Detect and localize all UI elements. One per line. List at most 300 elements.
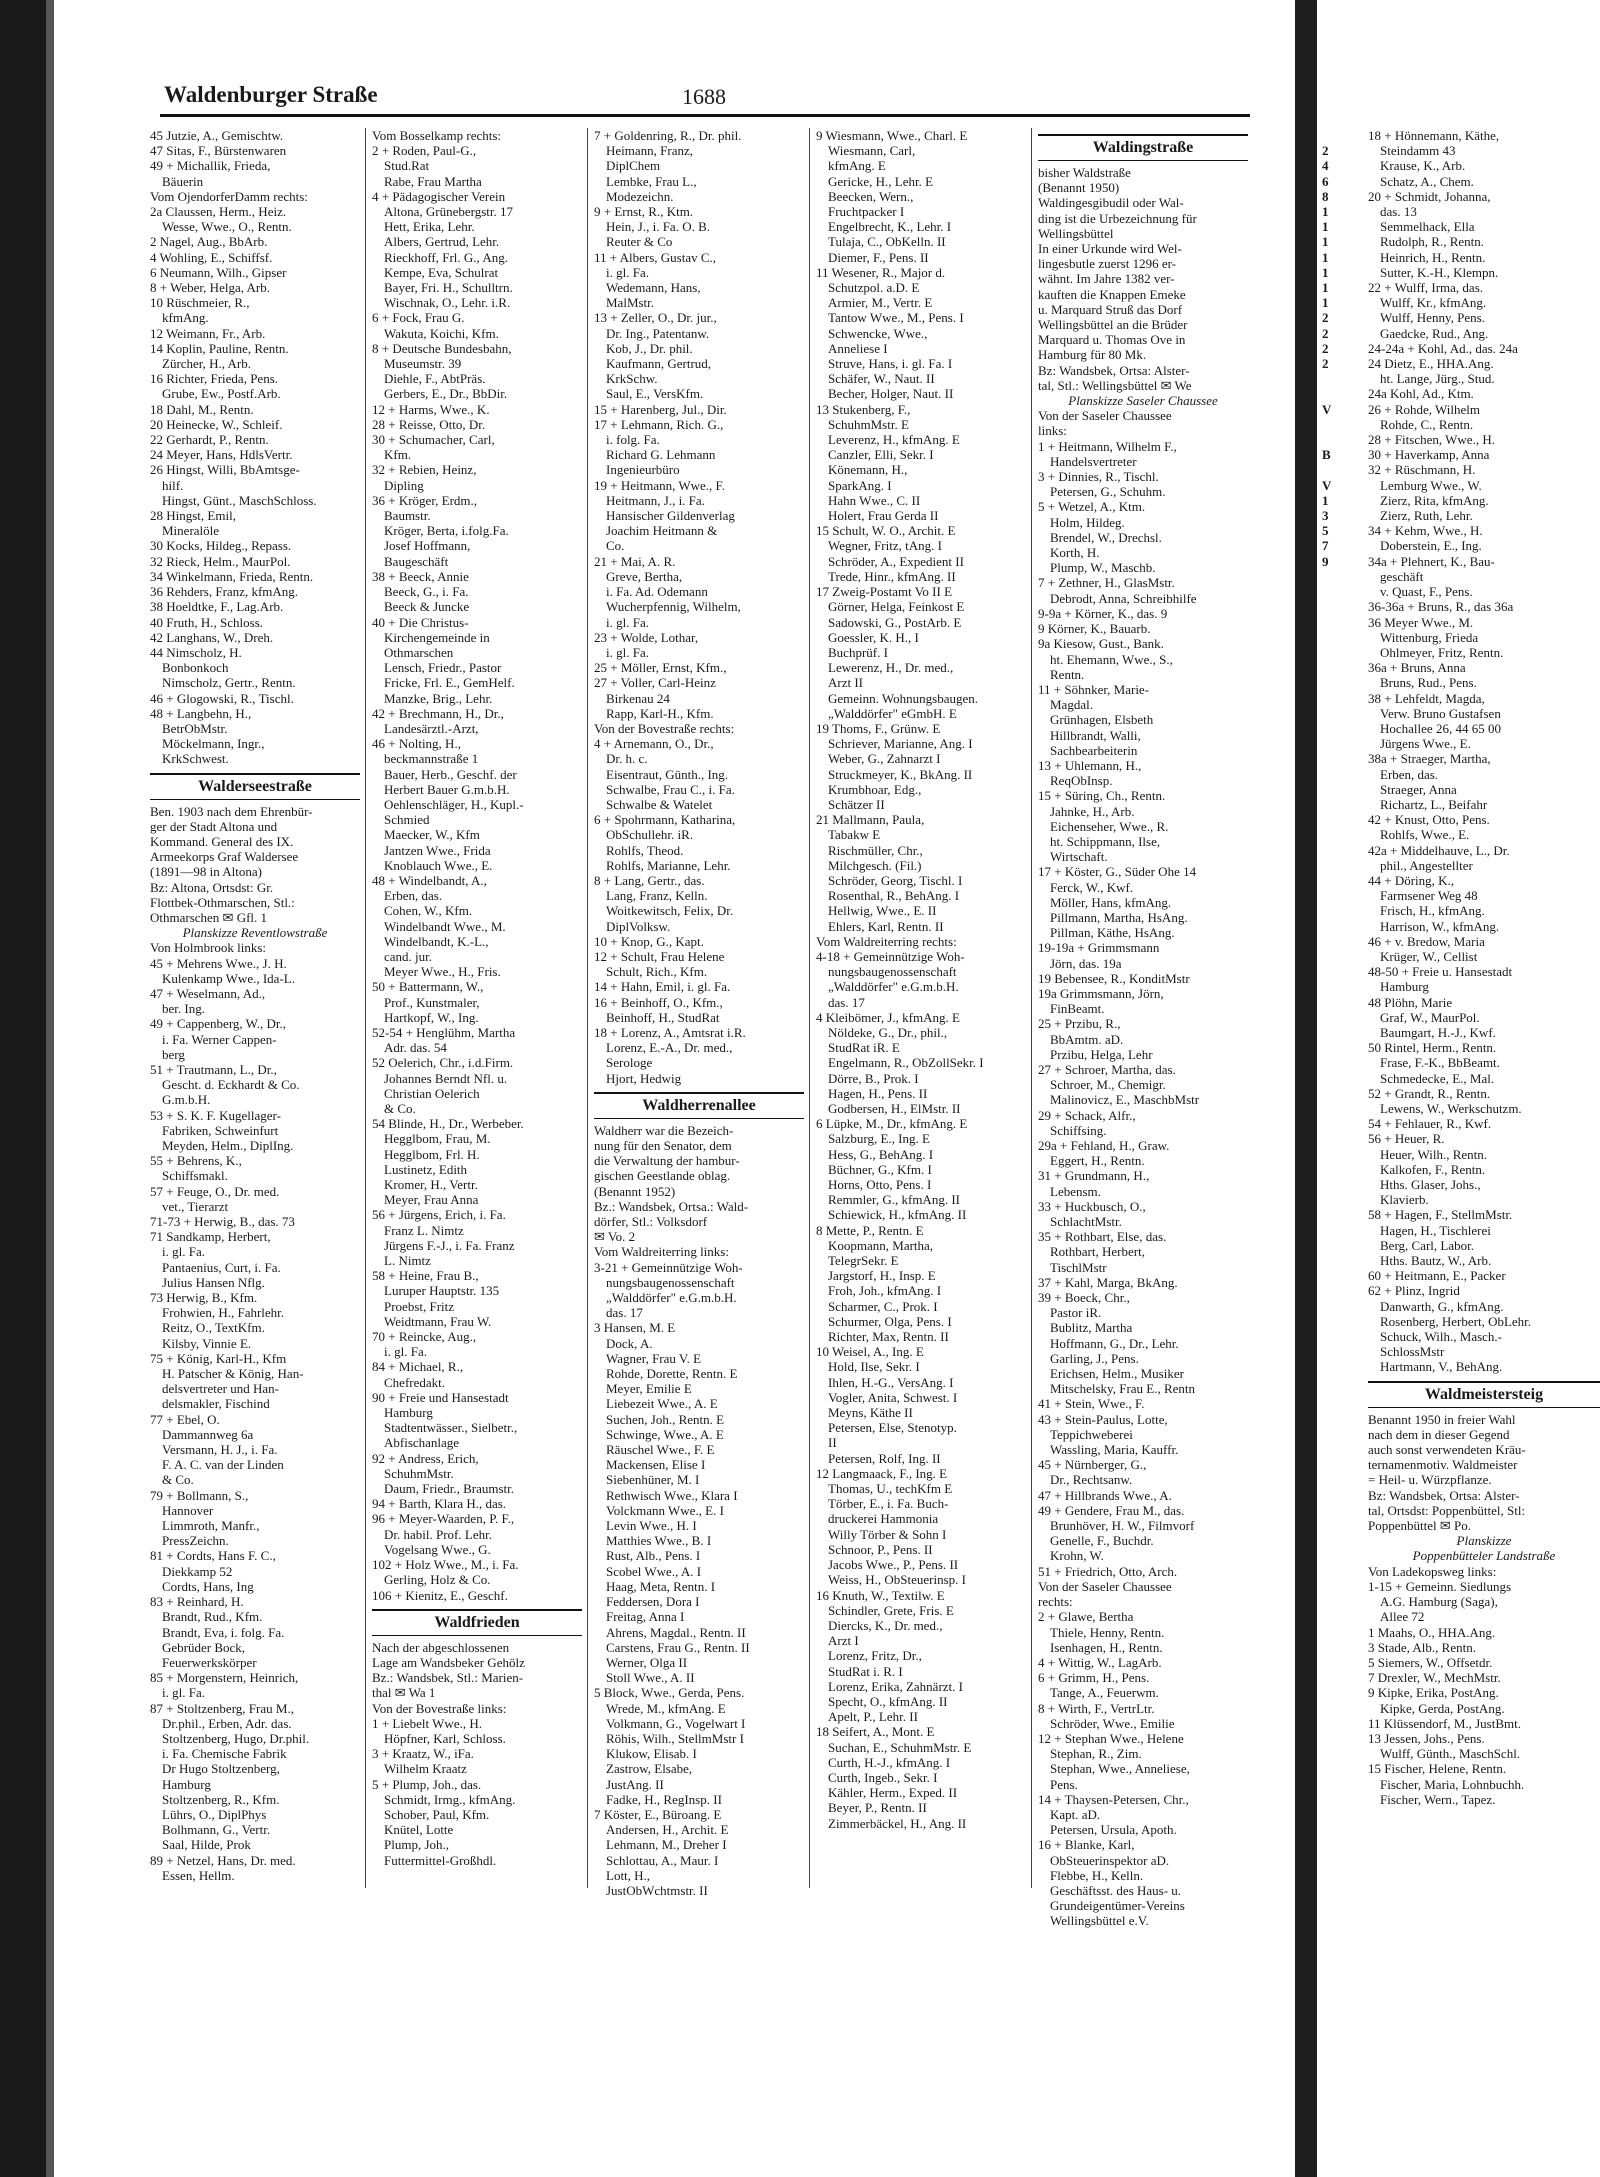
- resident-entry: Abfischanlage: [384, 1435, 460, 1451]
- cut-edge-char: [1322, 128, 1362, 143]
- house-entry: 7 Drexler, W., MechMstr.: [1368, 1670, 1501, 1686]
- book-gutter: [1295, 0, 1317, 2177]
- house-entry: 71-73 + Herwig, B., das. 73: [150, 1214, 295, 1230]
- resident-entry: ber. Ing.: [162, 1001, 205, 1017]
- resident-entry: Verw. Bruno Gustafsen: [1380, 705, 1501, 721]
- resident-entry: Gebrüder Bock,: [162, 1639, 246, 1655]
- house-entry: 51 + Trautmann, L., Dr.,: [150, 1061, 277, 1077]
- section-line: Wellingsbüttel: [1038, 225, 1114, 241]
- resident-entry: Semmelhack, Ella: [1380, 219, 1475, 235]
- house-entry: 21 Mallmann, Paula,: [816, 812, 925, 828]
- resident-entry: Limmroth, Manfr.,: [162, 1518, 260, 1534]
- resident-entry: ht. Ehemann, Wwe., S.,: [1050, 651, 1173, 667]
- house-entry: 2 Nagel, Aug., BbArb.: [150, 234, 268, 250]
- resident-entry: Volckmann Wwe., E. I: [606, 1502, 724, 1518]
- house-entry: 12 + Schult, Frau Helene: [594, 948, 725, 964]
- house-entry: 48 + Langbehn, H.,: [150, 705, 252, 721]
- resident-entry: i. gl. Fa.: [606, 264, 649, 280]
- resident-entry: Schwinge, Wwe., A. E: [606, 1426, 724, 1442]
- resident-entry: StudRat i. R. I: [828, 1663, 903, 1679]
- house-entry: 13 Stukenberg, F.,: [816, 401, 911, 417]
- resident-entry: Pastor iR.: [1050, 1305, 1102, 1321]
- resident-entry: Dr Hugo Stoltzenberg,: [162, 1761, 280, 1777]
- house-entry: 11 + Albers, Gustav C.,: [594, 249, 717, 265]
- resident-entry: Struve, Hans, i. gl. Fa. I: [828, 356, 953, 372]
- resident-entry: Thiele, Henny, Rentn.: [1050, 1624, 1165, 1640]
- house-entry: 106 + Kienitz, E., Geschf.: [372, 1587, 508, 1603]
- resident-entry: Beyer, P., Rentn. II: [828, 1800, 927, 1816]
- resident-entry: Rosenthal, R., BehAng. I: [828, 888, 960, 904]
- cut-edge-char: 1: [1322, 280, 1329, 296]
- resident-entry: Rohlfs, Wwe., E.: [1380, 827, 1470, 843]
- resident-entry: Wittenburg, Frieda: [1380, 629, 1479, 645]
- cut-edge-char: [1322, 417, 1362, 432]
- section-line: (Benannt 1952): [594, 1183, 676, 1199]
- resident-entry: SchlachtMstr.: [1050, 1214, 1122, 1230]
- resident-entry: Hold, Ilse, Sekr. I: [828, 1359, 920, 1375]
- resident-entry: Rethwisch Wwe., Klara I: [606, 1487, 738, 1503]
- house-entry: 47 + Weselmann, Ad.,: [150, 985, 266, 1001]
- cut-edge-char: B: [1322, 447, 1331, 463]
- resident-entry: Fadke, H., RegInsp. II: [606, 1791, 722, 1807]
- cut-edge-char: 1: [1322, 219, 1329, 235]
- resident-entry: Schatz, A., Chem.: [1380, 173, 1474, 189]
- resident-entry: Schäfer, W., Naut. II: [828, 371, 935, 387]
- house-entry: 42 Langhans, W., Dreh.: [150, 629, 274, 645]
- house-entry: 6 + Grimm, H., Pens.: [1038, 1670, 1150, 1686]
- street-heading: Waldfrieden: [372, 1609, 582, 1636]
- resident-entry: kfmAng. E: [828, 158, 886, 174]
- resident-entry: Lembke, Frau L.,: [606, 173, 697, 189]
- facing-page: [1322, 70, 1600, 1880]
- house-entry: 40 Fruth, H., Schloss.: [150, 614, 264, 630]
- resident-entry: Apelt, P., Lehr. II: [828, 1709, 918, 1725]
- resident-entry: Schmedecke, E., Mal.: [1380, 1070, 1495, 1086]
- house-entry: 2 + Glawe, Bertha: [1038, 1609, 1134, 1625]
- house-entry: 52 + Grandt, R., Rentn.: [1368, 1085, 1491, 1101]
- house-entry: 22 Gerhardt, P., Rentn.: [150, 432, 269, 448]
- house-entry: 10 Weisel, A., Ing. E: [816, 1344, 924, 1360]
- resident-entry: Lewerenz, H., Dr. med.,: [828, 660, 954, 676]
- cut-edge-char: 2: [1322, 356, 1329, 372]
- resident-entry: Modezeichn.: [606, 188, 674, 204]
- house-entry: 45 Jutzie, A., Gemischtw.: [150, 128, 284, 143]
- resident-entry: Dr. Ing., Patentanw.: [606, 325, 710, 341]
- house-entry: 28 + Fitschen, Wwe., H.: [1368, 432, 1495, 448]
- resident-entry: SparkAng. I: [828, 477, 892, 493]
- house-entry: 8 + Lang, Gertr., das.: [594, 872, 705, 888]
- section-line: Nach der abgeschlossenen: [372, 1639, 510, 1655]
- house-entry: 2a Claussen, Herm., Heiz.: [150, 204, 287, 220]
- resident-entry: Heimann, Franz,: [606, 143, 694, 159]
- resident-entry: Wiesmann, Carl,: [828, 143, 916, 159]
- resident-entry: i. Fa. Werner Cappen-: [162, 1031, 277, 1047]
- resident-entry: Herbert Bauer G.m.b.H.: [384, 781, 510, 797]
- resident-entry: Engelbrecht, K., Lehr. I: [828, 219, 952, 235]
- house-entry: 7 + Goldenring, R., Dr. phil.: [594, 128, 742, 143]
- resident-entry: Gemeinn. Wohnungsbaugen.: [828, 690, 978, 706]
- header-rule: [160, 114, 1250, 117]
- resident-entry: Dr. h. c.: [606, 751, 648, 767]
- section-line: Wellingsbüttel an die Brüder: [1038, 317, 1188, 333]
- resident-entry: Kähler, Herm., Exped. II: [828, 1785, 958, 1801]
- house-entry: 15 Schult, W. O., Archit. E: [816, 523, 956, 539]
- resident-entry: Dr. habil. Prof. Lehr.: [384, 1526, 492, 1542]
- house-entry: 1 + Liebelt Wwe., H.: [372, 1715, 482, 1731]
- resident-entry: Kipke, Gerda, PostAng.: [1380, 1700, 1505, 1716]
- section-line: thal ✉ Wa 1: [372, 1685, 436, 1701]
- resident-entry: Mineralöle: [162, 523, 220, 539]
- resident-entry: Chefredakt.: [384, 1374, 446, 1390]
- house-entry: 1 Maahs, O., HHA.Ang.: [1368, 1624, 1496, 1640]
- resident-entry: Holm, Hildeg.: [1050, 514, 1125, 530]
- house-entry: 41 + Stein, Wwe., F.: [1038, 1396, 1145, 1412]
- column-2: [372, 128, 582, 1888]
- resident-entry: StudRat iR. E: [828, 1040, 900, 1056]
- resident-entry: Hagen, H., Tischlerei: [1380, 1222, 1491, 1238]
- resident-entry: Trede, Hinr., kfmAng. II: [828, 568, 956, 584]
- cut-edge-char: 9: [1322, 553, 1329, 569]
- cut-edge-char: 1: [1322, 204, 1329, 220]
- section-line: die Verwaltung der hambur-: [594, 1153, 740, 1169]
- resident-entry: Törber, E., i. Fa. Buch-: [828, 1496, 949, 1512]
- resident-entry: Pillmann, Martha, HsAng.: [1050, 909, 1188, 925]
- cut-edge-char: [1322, 371, 1362, 386]
- resident-entry: Lorenz, E.-A., Dr. med.,: [606, 1040, 733, 1056]
- house-entry: 85 + Morgenstern, Heinrich,: [150, 1670, 299, 1686]
- resident-entry: Serologe: [606, 1055, 653, 1071]
- resident-entry: Hellwig, Wwe., E. II: [828, 903, 937, 919]
- resident-entry: Bruns, Rud., Pens.: [1380, 675, 1477, 691]
- resident-entry: Froh, Joh., kfmAng. I: [828, 1283, 942, 1299]
- resident-entry: Stoltzenberg, R., Kfm.: [162, 1791, 280, 1807]
- resident-entry: Jacobs Wwe., P., Pens. II: [828, 1557, 959, 1573]
- column-divider: [587, 128, 588, 1888]
- house-entry: 54 + Fehlauer, R., Kwf.: [1368, 1116, 1492, 1132]
- house-entry: 16 Knuth, W., Textilw. E: [816, 1587, 945, 1603]
- resident-entry: Mitschelsky, Frau E., Rentn: [1050, 1381, 1196, 1397]
- section-line: Von der Bovestraße rechts:: [594, 720, 735, 736]
- house-entry: 5 + Plump, Joh., das.: [372, 1776, 482, 1792]
- resident-entry: Rohde, Dorette, Rentn. E: [606, 1366, 738, 1382]
- resident-entry: Carstens, Frau G., Rentn. II: [606, 1639, 750, 1655]
- house-entry: 60 + Heitmann, E., Packer: [1368, 1268, 1506, 1284]
- resident-entry: Wagner, Frau V. E: [606, 1350, 702, 1366]
- resident-entry: Stephan, Wwe., Anneliese,: [1050, 1761, 1190, 1777]
- section-line: Bz.: Wandsbek, Stl.: Marien-: [372, 1670, 524, 1686]
- house-entry: 44 + Döring, K.,: [1368, 872, 1455, 888]
- house-entry: 8 + Weber, Helga, Arb.: [150, 280, 270, 296]
- resident-entry: i. gl. Fa.: [384, 1344, 427, 1360]
- resident-entry: Plump, W., Maschb.: [1050, 560, 1156, 576]
- house-entry: 12 + Stephan Wwe., Helene: [1038, 1730, 1184, 1746]
- resident-entry: Proebst, Fritz: [384, 1298, 455, 1314]
- resident-entry: Gerbers, E., Dr., BbDir.: [384, 386, 508, 402]
- house-entry: 3 Hansen, M. E: [594, 1320, 676, 1336]
- resident-entry: JustAng. II: [606, 1776, 664, 1792]
- resident-entry: SchuhmMstr.: [384, 1465, 454, 1481]
- house-entry: 30 + Schumacher, Carl,: [372, 432, 495, 448]
- resident-entry: Liebezeit Wwe., A. E: [606, 1396, 718, 1412]
- house-entry: 62 + Plinz, Ingrid: [1368, 1283, 1460, 1299]
- resident-entry: Dipling: [384, 477, 424, 493]
- resident-entry: Schriever, Marianne, Ang. I: [828, 736, 973, 752]
- house-entry: 18 Seifert, A., Mont. E: [816, 1724, 935, 1740]
- resident-entry: Scharmer, C., Prok. I: [828, 1298, 938, 1314]
- resident-entry: kfmAng.: [162, 310, 209, 326]
- house-entry: 56 + Jürgens, Erich, i. Fa.: [372, 1207, 506, 1223]
- resident-entry: Rabe, Frau Martha: [384, 173, 482, 189]
- house-entry: 49 + Cappenberg, W., Dr.,: [150, 1016, 286, 1032]
- resident-entry: II: [828, 1435, 837, 1451]
- resident-entry: Landesärztl.-Arzt,: [384, 720, 479, 736]
- resident-entry: Isenhagen, H., Rentn.: [1050, 1639, 1163, 1655]
- resident-entry: vet., Tierarzt: [162, 1198, 229, 1214]
- resident-entry: Christian Oelerich: [384, 1085, 480, 1101]
- section-line: ✉ Vo. 2: [594, 1229, 636, 1245]
- resident-entry: Anneliese I: [828, 340, 888, 356]
- house-entry: 21 + Mai, A. R.: [594, 553, 676, 569]
- resident-entry: Curth, H.-J., kfmAng. I: [828, 1754, 951, 1770]
- house-entry: 1-15 + Gemeinn. Siedlungs: [1368, 1578, 1512, 1594]
- house-entry: 84 + Michael, R.,: [372, 1359, 464, 1375]
- resident-entry: Wassling, Maria, Kauffr.: [1050, 1442, 1179, 1458]
- resident-entry: Dr., Rechtsanw.: [1050, 1472, 1133, 1488]
- resident-entry: Brandt, Rud., Kfm.: [162, 1609, 263, 1625]
- resident-entry: Hagen, H., Pens. II: [828, 1085, 928, 1101]
- resident-entry: Arzt II: [828, 675, 864, 691]
- house-entry: 32 Rieck, Helm., MaurPol.: [150, 553, 291, 569]
- resident-entry: Knütel, Lotte: [384, 1822, 454, 1838]
- house-entry: 28 Hingst, Emil,: [150, 508, 236, 524]
- resident-entry: Baugeschäft: [384, 553, 449, 569]
- section-line: Armeekorps Graf Waldersee: [150, 849, 299, 865]
- section-line: u. Marquard Struß das Dorf: [1038, 301, 1183, 317]
- resident-entry: MalMstr.: [606, 295, 655, 311]
- cut-edge-char: 8: [1322, 188, 1329, 204]
- resident-entry: Manzke, Brig., Lehr.: [384, 690, 493, 706]
- resident-entry: Heitmann, J., i. Fa.: [606, 492, 705, 508]
- resident-entry: Hjort, Hedwig: [606, 1070, 682, 1086]
- resident-entry: Petersen, Rolf, Ing. II: [828, 1450, 941, 1466]
- cut-edge-char: 7: [1322, 538, 1329, 554]
- resident-entry: Brendel, W., Drechsl.: [1050, 529, 1162, 545]
- house-entry: 19-19a + Grimmsmann: [1038, 940, 1160, 956]
- resident-entry: phil., Angestellter: [1380, 857, 1473, 873]
- resident-entry: Andersen, H., Archit. E: [606, 1822, 729, 1838]
- house-entry: 32 + Rüschmann, H.: [1368, 462, 1476, 478]
- resident-entry: Meyer Wwe., H., Fris.: [384, 964, 501, 980]
- house-entry: 13 + Zeller, O., Dr. jur.,: [594, 310, 717, 326]
- resident-entry: Krohn, W.: [1050, 1548, 1104, 1564]
- column-divider: [809, 128, 810, 1888]
- resident-entry: Bolhmann, G., Vertr.: [162, 1822, 271, 1838]
- house-entry: 45 + Nürnberger, G.,: [1038, 1457, 1147, 1473]
- resident-entry: Stoll Wwe., A. II: [606, 1670, 695, 1686]
- section-line: nach dem in dieser Gegend: [1368, 1426, 1510, 1442]
- resident-entry: Hannover: [162, 1502, 214, 1518]
- resident-entry: Schätzer II: [828, 796, 885, 812]
- resident-entry: Hamburg: [384, 1405, 433, 1421]
- section-line: Benannt 1950 in freier Wahl: [1368, 1411, 1516, 1427]
- cut-edge-char: [1322, 386, 1362, 401]
- resident-entry: Koopmann, Martha,: [828, 1237, 934, 1253]
- house-entry: 57 + Feuge, O., Dr. med.: [150, 1183, 280, 1199]
- house-entry: 5 Siemers, W., Offsetdr.: [1368, 1654, 1493, 1670]
- resident-entry: Berg, Carl, Labor.: [1380, 1237, 1474, 1253]
- resident-entry: TelegrSekr. E: [828, 1253, 899, 1269]
- facing-page-column: [1368, 128, 1600, 1807]
- resident-entry: Leverenz, H., kfmAng. E: [828, 432, 960, 448]
- resident-entry: Rohlfs, Theod.: [606, 842, 684, 858]
- resident-entry: Hahn Wwe., C. II: [828, 492, 921, 508]
- resident-entry: Zierz, Ruth, Lehr.: [1380, 508, 1473, 524]
- resident-entry: i. gl. Fa.: [606, 644, 649, 660]
- house-entry: 42 + Brechmann, H., Dr.,: [372, 705, 504, 721]
- section-line: Marquard u. Thomas Ove in: [1038, 332, 1186, 348]
- house-entry: 24a Kohl, Ad., Ktm.: [1368, 386, 1474, 402]
- resident-entry: Lustinetz, Edith: [384, 1161, 468, 1177]
- resident-entry: i. gl. Fa.: [606, 614, 649, 630]
- house-entry: 22 + Wulff, Irma, das.: [1368, 280, 1484, 296]
- section-line: Ben. 1903 nach dem Ehrenbür-: [150, 803, 313, 819]
- house-entry: 38 + Beeck, Annie: [372, 568, 469, 584]
- house-entry: 49 + Michallik, Frieda,: [150, 158, 271, 174]
- resident-entry: FinBeamt.: [1050, 1001, 1105, 1017]
- house-entry: 71 Sandkamp, Herbert,: [150, 1229, 271, 1245]
- house-entry: 96 + Meyer-Waarden, P. F.,: [372, 1511, 515, 1527]
- house-entry: 11 Wesener, R., Major d.: [816, 264, 946, 280]
- house-entry: 2 + Roden, Paul-G.,: [372, 143, 477, 159]
- resident-entry: Wesse, Wwe., O., Rentn.: [162, 219, 292, 235]
- resident-entry: SchlossMstr: [1380, 1344, 1445, 1360]
- resident-entry: Wegner, Fritz, tAng. I: [828, 538, 942, 554]
- house-entry: 3 Stade, Alb., Rentn.: [1368, 1639, 1476, 1655]
- resident-entry: Schroer, M., Chemigr.: [1050, 1077, 1166, 1093]
- resident-entry: H. Patscher & König, Han-: [162, 1366, 304, 1382]
- house-entry: 10 + Knop, G., Kapt.: [594, 933, 704, 949]
- resident-entry: v. Quast, F., Pens.: [1380, 584, 1473, 600]
- resident-entry: Thomas, U., techKfm E: [828, 1481, 953, 1497]
- resident-entry: Grube, Ew., Postf.Arb.: [162, 386, 281, 402]
- resident-entry: nungsbaugenossenschaft: [828, 964, 957, 980]
- resident-entry: Könemann, H.,: [828, 462, 908, 478]
- house-entry: 19 + Heitmann, Wwe., F.: [594, 477, 725, 493]
- resident-entry: Kfm.: [384, 447, 412, 463]
- house-entry: 33 + Huckbusch, O.,: [1038, 1198, 1146, 1214]
- house-entry: 20 + Schmidt, Johanna,: [1368, 188, 1491, 204]
- house-entry: 47 + Hillbrands Wwe., A.: [1038, 1487, 1172, 1503]
- resident-entry: Allee 72: [1380, 1609, 1425, 1625]
- resident-entry: Stoltzenberg, Hugo, Dr.phil.: [162, 1730, 310, 1746]
- resident-entry: Krüger, W., Cellist: [1380, 948, 1478, 964]
- resident-entry: Teppichweberei: [1050, 1426, 1133, 1442]
- resident-entry: Weiss, H., ObSteuerinsp. I: [828, 1572, 966, 1588]
- house-entry: 70 + Reincke, Aug.,: [372, 1329, 477, 1345]
- house-entry: 102 + Holz Wwe., M., i. Fa.: [372, 1557, 519, 1573]
- resident-entry: & Co.: [384, 1101, 416, 1116]
- resident-entry: Joachim Heitmann &: [606, 523, 718, 539]
- house-entry: 7 + Zethner, H., GlasMstr.: [1038, 575, 1175, 591]
- section-line: In einer Urkunde wird Wel-: [1038, 241, 1182, 257]
- house-entry: 40 + Die Christus-: [372, 614, 469, 630]
- resident-entry: Handelsvertreter: [1050, 453, 1137, 469]
- column-divider: [365, 128, 366, 1888]
- resident-entry: Birkenau 24: [606, 690, 670, 706]
- house-entry: 36 + Kröger, Erdm.,: [372, 492, 478, 508]
- house-entry: 46 + Glogowski, R., Tischl.: [150, 690, 294, 706]
- resident-entry: Windelbandt Wwe., M.: [384, 918, 506, 934]
- house-entry: 14 + Hahn, Emil, i. gl. Fa.: [594, 979, 731, 995]
- resident-entry: Specht, O., kfmAng. II: [828, 1693, 948, 1709]
- section-line: (Benannt 1950): [1038, 180, 1120, 196]
- resident-entry: Hegglbom, Frau, M.: [384, 1131, 491, 1147]
- resident-entry: Klavierb.: [1380, 1192, 1429, 1208]
- resident-entry: Schutzpol. a.D. E: [828, 280, 920, 296]
- house-entry: 4 Wohling, E., Schiffsf.: [150, 249, 273, 265]
- section-line: links:: [1038, 423, 1067, 439]
- resident-entry: Albers, Gertrud, Lehr.: [384, 234, 500, 250]
- resident-entry: Röhis, Wilh., StellmMstr I: [606, 1730, 744, 1746]
- resident-entry: „Walddörfer" eGmbH. E: [828, 705, 957, 721]
- resident-entry: Schober, Paul, Kfm.: [384, 1806, 490, 1822]
- house-entry: 75 + König, Karl-H., Kfm: [150, 1350, 287, 1366]
- column-container: [150, 128, 1255, 1929]
- resident-entry: Mackensen, Elise I: [606, 1457, 706, 1473]
- resident-entry: ht. Schippmann, Ilse,: [1050, 833, 1161, 849]
- house-entry: 24 Meyer, Hans, HdlsVertr.: [150, 447, 293, 463]
- house-entry: 42 + Knust, Otto, Pens.: [1368, 812, 1490, 828]
- resident-entry: Möckelmann, Ingr.,: [162, 736, 265, 752]
- resident-entry: Tulaja, C., ObKelln. II: [828, 234, 946, 250]
- column-divider: [1031, 128, 1032, 1888]
- resident-entry: Weber, G., Zahnarzt I: [828, 751, 941, 767]
- house-entry: 89 + Netzel, Hans, Dr. med.: [150, 1852, 296, 1868]
- section-line: Von der Saseler Chaussee: [1038, 408, 1172, 424]
- house-entry: 77 + Ebel, O.: [150, 1411, 220, 1427]
- house-entry: 36 Meyer Wwe., M.: [1368, 614, 1474, 630]
- house-entry: 39 + Boeck, Chr.,: [1038, 1290, 1130, 1306]
- resident-entry: das. 17: [828, 994, 865, 1010]
- resident-entry: Fricke, Frl. E., GemHelf.: [384, 675, 515, 691]
- house-entry: 4 + Wittig, W., LagArb.: [1038, 1654, 1162, 1670]
- resident-entry: Krause, K., Arb.: [1380, 158, 1466, 174]
- house-entry: 3 + Kraatz, W., iFa.: [372, 1746, 474, 1762]
- resident-entry: Arzt I: [828, 1633, 859, 1649]
- resident-entry: Kob, J., Dr. phil.: [606, 340, 693, 356]
- resident-entry: Vogler, Anita, Schwest. I: [828, 1389, 958, 1405]
- resident-entry: Rieckhoff, Frl. G., Ang.: [384, 249, 508, 265]
- resident-entry: Räuschel Wwe., F. E: [606, 1442, 715, 1458]
- resident-entry: DiplChem: [606, 158, 661, 174]
- resident-entry: Meyden, Helm., DiplIng.: [162, 1138, 294, 1153]
- house-entry: 47 Sitas, F., Bürstenwaren: [150, 143, 287, 159]
- section-line: Vom Bosselkamp rechts:: [372, 128, 502, 143]
- cut-edge-char: V: [1322, 401, 1332, 417]
- resident-entry: Gaedcke, Rud., Ang.: [1380, 325, 1489, 341]
- resident-entry: i. folg. Fa.: [606, 432, 660, 448]
- section-line: kauften die Knappen Emeke: [1038, 286, 1186, 302]
- house-entry: 8 + Deutsche Bundesbahn,: [372, 340, 512, 356]
- resident-entry: Hillbrandt, Walli,: [1050, 727, 1141, 743]
- house-entry: 9 + Ernst, R., Ktm.: [594, 204, 694, 220]
- house-entry: 9a Kiesow, Gust., Bank.: [1038, 636, 1164, 652]
- section-line: ternamenmotiv. Waldmeister: [1368, 1457, 1518, 1473]
- resident-entry: Daum, Friedr., Braumstr.: [384, 1481, 514, 1497]
- resident-entry: ReqObInsp.: [1050, 773, 1113, 789]
- resident-entry: Bublitz, Martha: [1050, 1320, 1133, 1336]
- resident-entry: Becher, Holger, Naut. II: [828, 386, 954, 402]
